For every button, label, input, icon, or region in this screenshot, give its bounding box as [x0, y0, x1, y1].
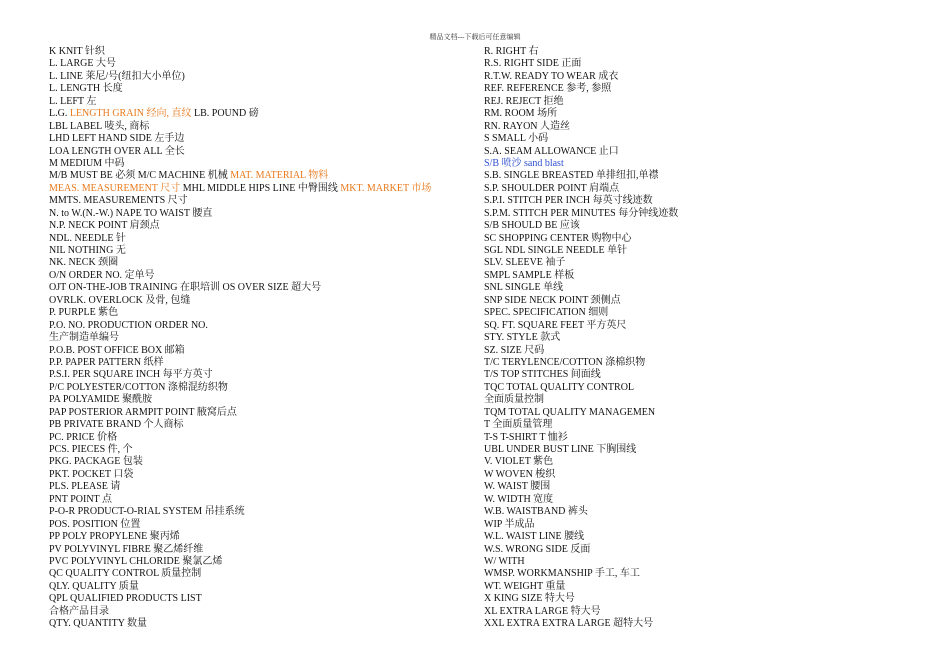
- glossary-line: [484, 481, 924, 493]
- term-text: SZ. SIZE 尺码: [484, 344, 545, 356]
- term-text: PLS. PLEASE 请: [49, 481, 121, 493]
- term-text: S.B. SINGLE BREASTED 单排纽扣,单襟: [484, 170, 659, 182]
- glossary-line: [484, 245, 924, 257]
- glossary-line: [49, 345, 469, 357]
- term-text: SGL NDL SINGLE NEEDLE 单针: [484, 245, 628, 256]
- glossary-line: [484, 295, 924, 307]
- term-text: SNP SIDE NECK POINT 颈侧点: [484, 294, 621, 306]
- term-text: QLY. QUALITY 质量: [49, 580, 139, 592]
- glossary-line: [49, 382, 469, 394]
- glossary-line: [484, 233, 924, 245]
- glossary-line: [484, 320, 924, 332]
- term-text: P.O.B. POST OFFICE BOX 邮箱: [49, 344, 185, 356]
- term-text: QPL QUALIFIED PRODUCTS LIST: [49, 593, 202, 605]
- glossary-line: [484, 208, 924, 220]
- glossary-line: [484, 444, 924, 456]
- glossary-line: [49, 270, 469, 282]
- glossary-line: [49, 407, 469, 419]
- term-text: LBL LABEL 唛头, 商标: [49, 120, 150, 132]
- glossary-line: [49, 282, 469, 294]
- glossary-line: [49, 320, 469, 332]
- term-text: P.O. NO. PRODUCTION ORDER NO.: [49, 319, 208, 331]
- term-text: T-S T-SHIRT T 恤衫: [484, 431, 568, 443]
- glossary-line: [49, 606, 469, 618]
- glossary-line: [484, 220, 924, 232]
- glossary-line: [49, 195, 469, 207]
- term-text: T/S TOP STITCHES 间面线: [484, 369, 601, 381]
- glossary-line: [484, 133, 924, 145]
- glossary-line: [484, 357, 924, 369]
- glossary-line: [484, 345, 924, 357]
- glossary-line: [49, 469, 469, 481]
- term-text: OJT ON-THE-JOB TRAINING 在职培训 OS OVER SIZE 超大号: [49, 282, 322, 294]
- term-text: PAP POSTERIOR ARMPIT POINT 腋窝后点: [49, 406, 237, 418]
- term-text: REF. REFERENCE 参考, 参照: [484, 83, 612, 95]
- highlighted-term: S/B 喷沙 sand blast: [484, 157, 564, 169]
- term-text: QC QUALITY CONTROL 质量控制: [49, 568, 202, 580]
- glossary-line: [49, 245, 469, 257]
- term-text: L. LEFT 左: [49, 95, 97, 107]
- term-text: SPEC. SPECIFICATION 细则: [484, 307, 609, 319]
- term-text: L.G.: [49, 108, 70, 120]
- glossary-line: [49, 444, 469, 456]
- glossary-line: [484, 581, 924, 593]
- glossary-line: [484, 407, 924, 419]
- term-text: S.P.M. STITCH PER MINUTES 每分钟线迹数: [484, 207, 679, 219]
- glossary-line: [484, 170, 924, 182]
- glossary-line: [484, 506, 924, 518]
- term-text: MHL MIDDLE HIPS LINE 中臀围线: [180, 182, 341, 194]
- glossary-line: [484, 96, 924, 108]
- term-text: P/C POLYESTER/COTTON 涤棉混纺织物: [49, 381, 228, 393]
- term-text: TQC TOTAL QUALITY CONTROL: [484, 381, 635, 393]
- term-text: PC. PRICE 价格: [49, 431, 118, 443]
- glossary-line: [49, 46, 469, 58]
- glossary-line: [49, 593, 469, 605]
- term-text: N.P. NECK POINT 肩颈点: [49, 220, 160, 232]
- term-text: 全面质量控制: [484, 394, 544, 406]
- term-text: SQ. FT. SQUARE FEET 平方英尺: [484, 319, 627, 331]
- glossary-line: [484, 146, 924, 158]
- term-text: W.L. WAIST LINE 腰线: [484, 531, 585, 543]
- term-text: WIP 半成品: [484, 518, 535, 530]
- term-text: V. VIOLET 紫色: [484, 456, 554, 468]
- term-text: W WOVEN 梭织: [484, 468, 556, 480]
- glossary-line: [484, 282, 924, 294]
- term-text: R. RIGHT 右: [484, 46, 539, 57]
- glossary-line: [49, 531, 469, 543]
- glossary-line: [49, 369, 469, 381]
- term-text: M MEDIUM 中码: [49, 157, 125, 169]
- glossary-line: [49, 481, 469, 493]
- glossary-line: [49, 618, 469, 630]
- term-text: QTY. QUANTITY 数量: [49, 618, 148, 630]
- highlighted-term: MAT. MATERIAL 物料: [230, 170, 329, 182]
- glossary-line: [484, 456, 924, 468]
- glossary-line: [49, 108, 469, 120]
- term-text: XXL EXTRA EXTRA LARGE 超特大号: [484, 618, 654, 630]
- glossary-line: [484, 195, 924, 207]
- glossary-line: [49, 121, 469, 133]
- glossary-line: [484, 108, 924, 120]
- term-text: W.S. WRONG SIDE 反面: [484, 543, 591, 555]
- highlighted-term: LENGTH GRAIN 经向, 直纹: [69, 108, 192, 120]
- term-text: SNL SINGLE 单线: [484, 282, 564, 294]
- glossary-line: [484, 382, 924, 394]
- glossary-line: [49, 233, 469, 245]
- glossary-line: [484, 618, 924, 630]
- glossary-line: [49, 295, 469, 307]
- term-text: PV POLYVINYL FIBRE 聚乙烯纤维: [49, 543, 204, 555]
- glossary-line: [484, 469, 924, 481]
- glossary-line: [484, 58, 924, 70]
- glossary-line: [49, 71, 469, 83]
- glossary-line: [49, 58, 469, 70]
- glossary-line: [49, 220, 469, 232]
- term-text: L. LARGE 大号: [49, 58, 116, 70]
- term-text: WT. WEIGHT 重量: [484, 580, 566, 592]
- page-header: 精品文档---下载后可任意编辑: [429, 33, 521, 41]
- term-text: R.T.W. READY TO WEAR 成衣: [484, 70, 619, 82]
- term-text: LB. POUND 磅: [191, 108, 259, 120]
- term-text: M/B MUST BE 必须 M/C MACHINE 机械: [49, 170, 231, 182]
- glossary-line: [49, 83, 469, 95]
- term-text: T/C TERYLENCE/COTTON 涤棉织物: [484, 356, 646, 368]
- term-text: O/N ORDER NO. 定单号: [49, 269, 155, 281]
- term-text: PP POLY PROPYLENE 聚丙烯: [49, 531, 180, 543]
- term-text: T 全面质量管理: [484, 419, 553, 431]
- glossary-line: [49, 158, 469, 170]
- term-text: LHD LEFT HAND SIDE 左手边: [49, 133, 185, 145]
- right-glossary-column: [484, 46, 924, 631]
- term-text: S.P.I. STITCH PER INCH 每英寸线迹数: [484, 195, 653, 207]
- glossary-line: [49, 307, 469, 319]
- glossary-line: [484, 257, 924, 269]
- glossary-line: [49, 133, 469, 145]
- term-text: 生产制造单编号: [49, 332, 119, 344]
- glossary-line: [484, 568, 924, 580]
- glossary-line: [49, 456, 469, 468]
- term-text: WMSP. WORKMANSHIP 手工, 车工: [484, 568, 640, 580]
- glossary-line: [484, 46, 924, 58]
- term-text: XL EXTRA LARGE 特大号: [484, 605, 601, 617]
- term-text: X KING SIZE 特大号: [484, 593, 575, 605]
- term-text: PVC POLYVINYL CHLORIDE 聚氯乙烯: [49, 555, 223, 567]
- term-text: S.A. SEAM ALLOWANCE 止口: [484, 145, 619, 157]
- term-text: P-O-R PRODUCT-O-RIAL SYSTEM 吊挂系统: [49, 506, 245, 518]
- glossary-line: [484, 71, 924, 83]
- term-text: LOA LENGTH OVER ALL 全长: [49, 145, 185, 157]
- glossary-line: [484, 519, 924, 531]
- glossary-line: [484, 369, 924, 381]
- term-text: UBL UNDER BUST LINE 下胸围线: [484, 444, 637, 455]
- left-glossary-column: [49, 46, 469, 631]
- term-text: NIL NOTHING 无: [49, 245, 126, 256]
- term-text: S.P. SHOULDER POINT 肩端点: [484, 182, 620, 194]
- glossary-line: [49, 494, 469, 506]
- term-text: PKG. PACKAGE 包装: [49, 456, 143, 468]
- glossary-line: [49, 544, 469, 556]
- term-text: PB PRIVATE BRAND 个人商标: [49, 419, 184, 431]
- term-text: TQM TOTAL QUALITY MANAGEMEN: [484, 406, 656, 418]
- term-text: STY. STYLE 款式: [484, 332, 561, 344]
- glossary-line: [49, 506, 469, 518]
- term-text: P.P. PAPER PATTERN 纸样: [49, 356, 164, 368]
- term-text: W. WAIST 腰围: [484, 481, 551, 493]
- glossary-line: [484, 394, 924, 406]
- term-text: W/ WITH: [484, 555, 525, 567]
- term-text: NDL. NEEDLE 针: [49, 232, 126, 244]
- glossary-line: [484, 544, 924, 556]
- glossary-line: [49, 332, 469, 344]
- glossary-line: [49, 257, 469, 269]
- term-text: L. LINE 莱尼/号(纽扣大小单位): [49, 70, 185, 82]
- glossary-line: [484, 158, 924, 170]
- glossary-line: [49, 357, 469, 369]
- term-text: REJ. REJECT 拒绝: [484, 95, 564, 107]
- term-text: NK. NECK 颈圈: [49, 257, 119, 269]
- glossary-line: [484, 332, 924, 344]
- glossary-line: [49, 183, 469, 195]
- term-text: SLV. SLEEVE 袖子: [484, 257, 566, 269]
- term-text: P.S.I. PER SQUARE INCH 每平方英寸: [49, 369, 213, 381]
- term-text: PKT. POCKET 口袋: [49, 468, 134, 480]
- term-text: W. WIDTH 宽度: [484, 493, 554, 505]
- term-text: RN. RAYON 人造丝: [484, 120, 571, 132]
- term-text: PCS. PIECES 件, 个: [49, 444, 133, 455]
- term-text: PNT POINT 点: [49, 493, 112, 505]
- glossary-line: [49, 432, 469, 444]
- glossary-line: [49, 419, 469, 431]
- glossary-line: [484, 556, 924, 568]
- term-text: P. PURPLE 紫色: [49, 307, 119, 319]
- glossary-line: [484, 593, 924, 605]
- term-text: POS. POSITION 位置: [49, 518, 141, 530]
- glossary-line: [49, 146, 469, 158]
- glossary-line: [484, 83, 924, 95]
- glossary-line: [484, 432, 924, 444]
- glossary-line: [484, 531, 924, 543]
- term-text: 合格产品目录: [49, 605, 109, 617]
- term-text: N. to W.(N.-W.) NAPE TO WAIST 腰直: [49, 207, 213, 219]
- highlighted-term: MEAS. MEASUREMENT 尺寸: [49, 182, 181, 194]
- term-text: OVRLK. OVERLOCK 及骨, 包缝: [49, 294, 191, 306]
- glossary-line: [484, 307, 924, 319]
- term-text: K KNIT 针织: [49, 46, 105, 57]
- glossary-line: [49, 581, 469, 593]
- glossary-line: [484, 419, 924, 431]
- glossary-line: [484, 606, 924, 618]
- highlighted-term: MKT. MARKET 市场: [340, 182, 432, 194]
- glossary-line: [49, 208, 469, 220]
- term-text: SMPL SAMPLE 样板: [484, 269, 575, 281]
- glossary-line: [49, 568, 469, 580]
- glossary-line: [49, 556, 469, 568]
- term-text: L. LENGTH 长度: [49, 83, 123, 95]
- term-text: W.B. WAISTBAND 裤头: [484, 506, 588, 518]
- term-text: SC SHOPPING CENTER 购物中心: [484, 232, 632, 244]
- glossary-line: [484, 270, 924, 282]
- glossary-line: [484, 121, 924, 133]
- glossary-line: [484, 494, 924, 506]
- term-text: PA POLYAMIDE 聚酰胺: [49, 394, 153, 406]
- term-text: RM. ROOM 场所: [484, 108, 558, 120]
- term-text: S SMALL 小码: [484, 133, 549, 145]
- glossary-line: [49, 519, 469, 531]
- term-text: S/B SHOULD BE 应该: [484, 220, 580, 232]
- glossary-line: [484, 183, 924, 195]
- term-text: MMTS. MEASUREMENTS 尺寸: [49, 195, 188, 207]
- glossary-line: [49, 170, 469, 182]
- term-text: R.S. RIGHT SIDE 正面: [484, 58, 582, 70]
- glossary-line: [49, 96, 469, 108]
- glossary-line: [49, 394, 469, 406]
